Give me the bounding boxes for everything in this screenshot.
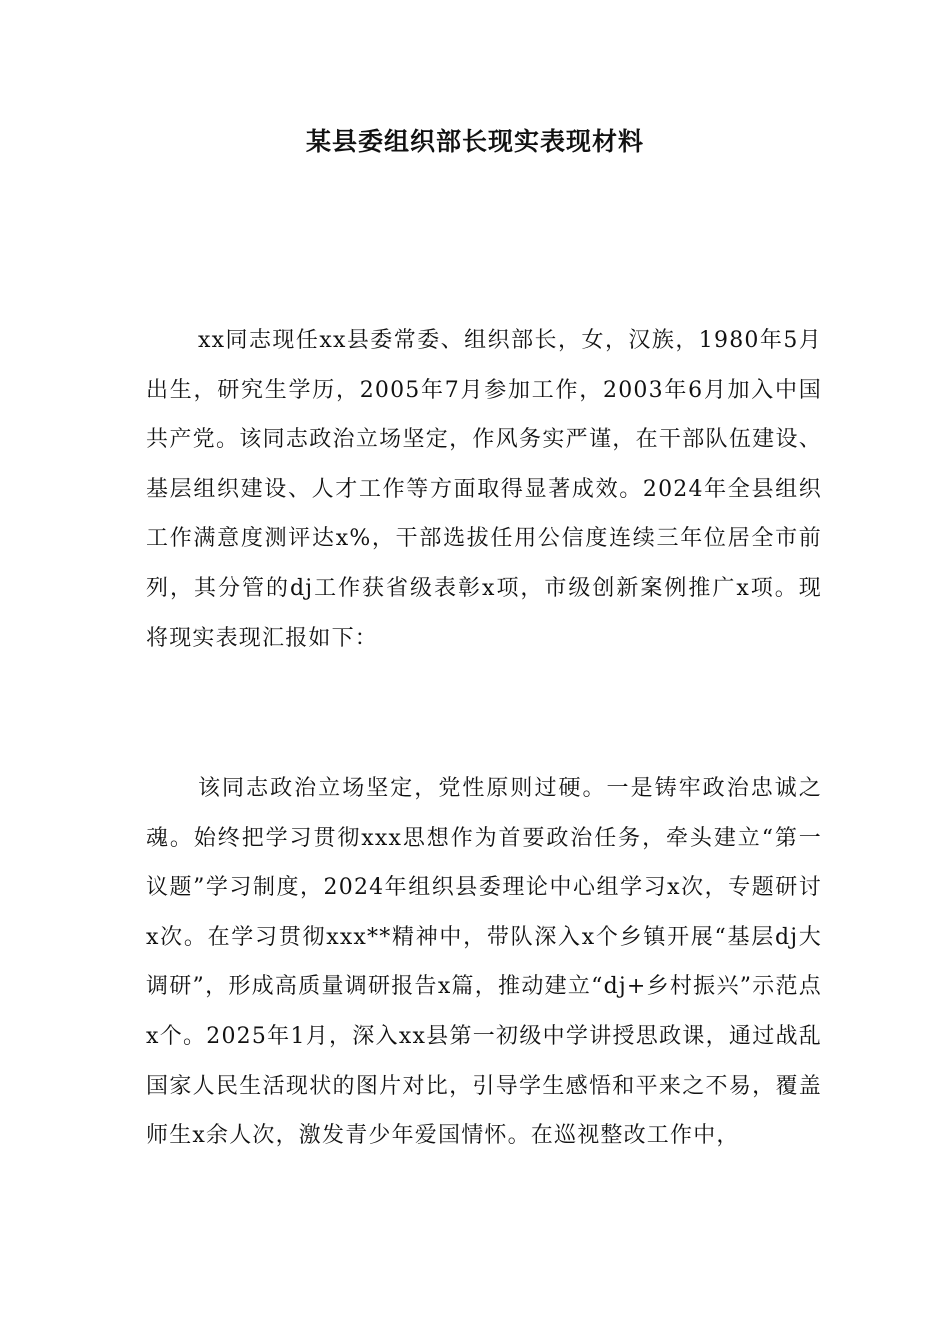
body-paragraph-intro: xx同志现任xx县委常委、组织部长，女，汉族，1980年5月出生，研究生学历，2005年7月参加工作，2003年6月加入中国共产党。该同志政治立场坚定，作风务实严谨，在干部队伍建设、基层组织建设、人才工作等方面取得显著成效。2024年全县组织工作满意度测评达x%，干部选拔任用公信度连续三年位居全市前列，其分管的dj工作获省级表彰x项，市级创新案例推广x项。现将现实表现汇报如下：	[146, 328, 822, 651]
document-title: 某县委组织部长现实表现材料	[305, 127, 644, 156]
body-paragraph-political-stance: 该同志政治立场坚定，党性原则过硬。一是铸牢政治忠诚之魂。始终把学习贯彻xxx思想作为首要政治任务，牵头建立“第一议题”学习制度，2024年组织县委理论中心组学习x次，专题研讨x次。在学习贯彻xxx**精神中，带队深入x个乡镇开展“基层dj大调研”，形成高质量调研报告x篇，推动建立“dj+乡村振兴”示范点x个。2025年1月，深入xx县第一初级中学讲授思政课，通过战乱国家人民生活现状的图片对比，引导学生感悟和平来之不易，覆盖师生x余人次，激发青少年爱国情怀。在巡视整改工作中，	[146, 776, 822, 1149]
